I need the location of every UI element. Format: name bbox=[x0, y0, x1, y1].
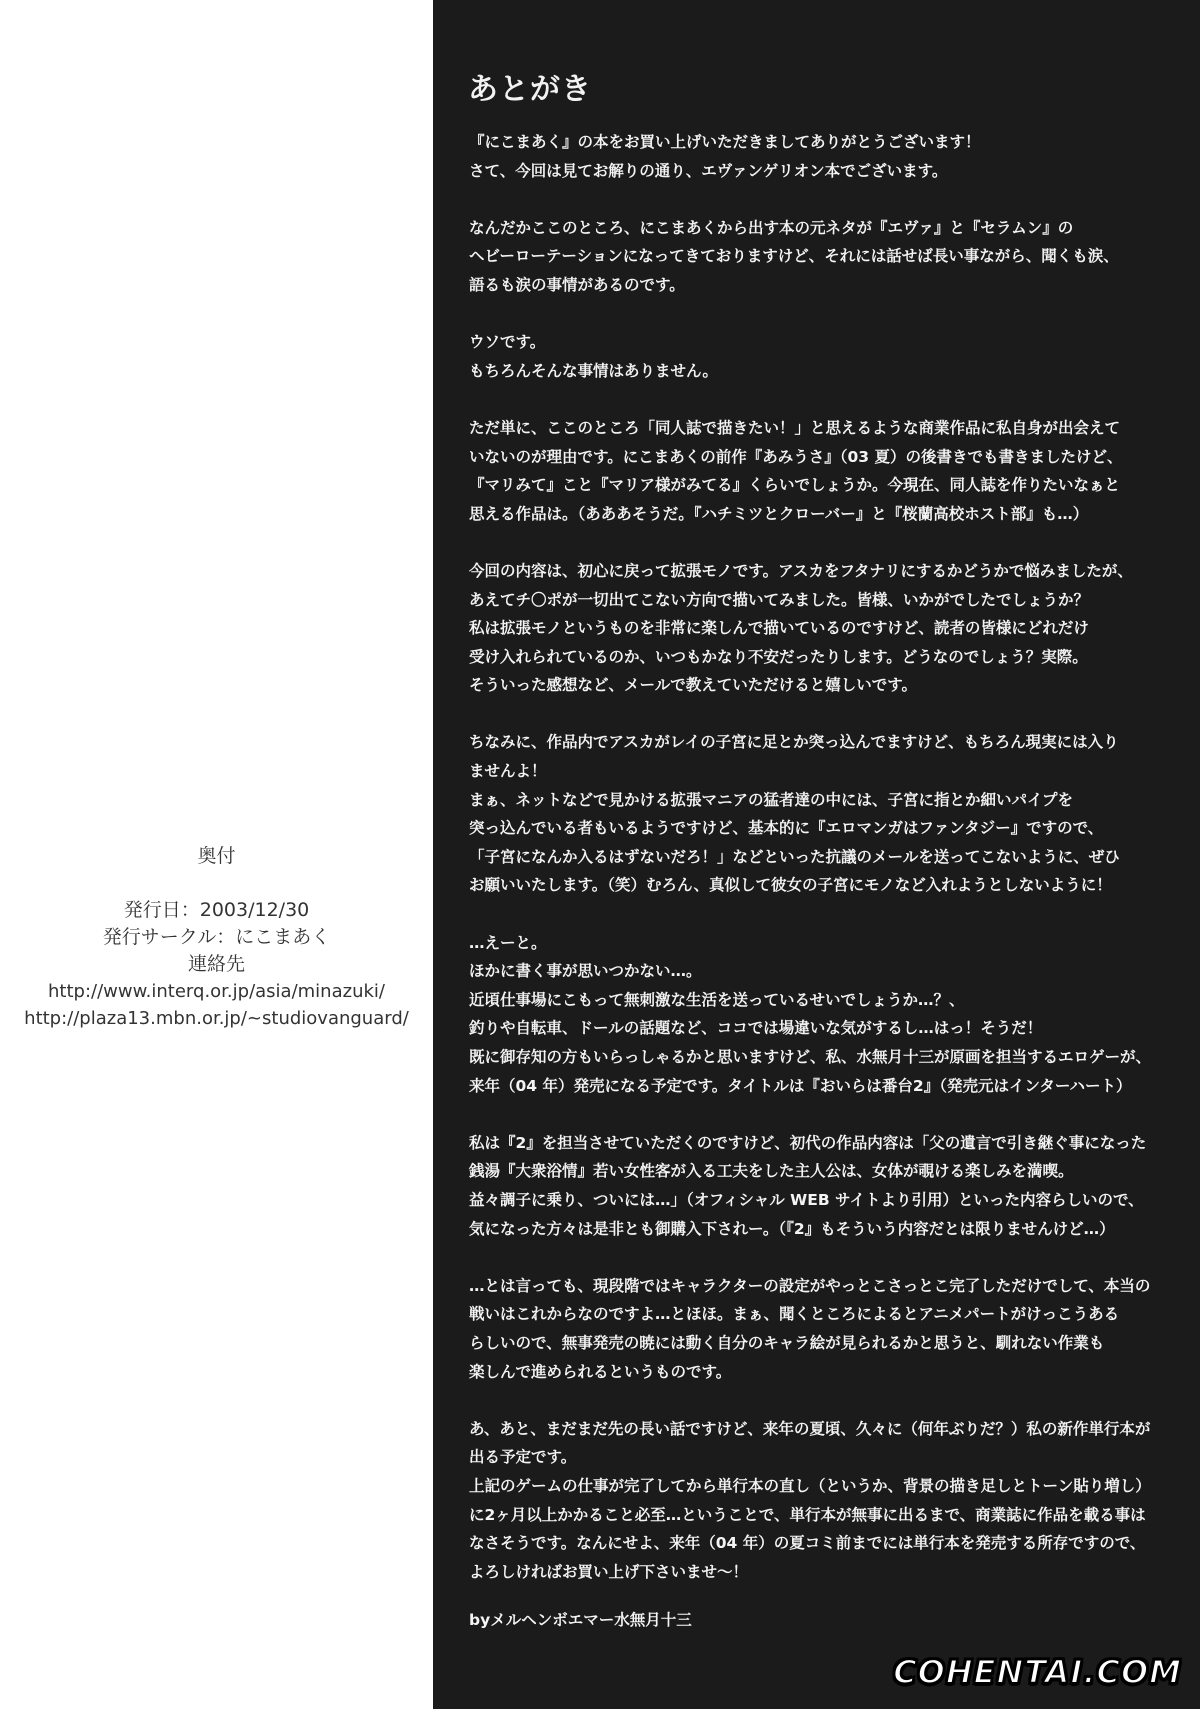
text-line: 益々調子に乗り、ついには…」（オフィシャル WEB サイトより引用）といった内容らしいので、 bbox=[469, 1190, 1144, 1209]
text-line: ほかに書く事が思いつかない…。 bbox=[469, 962, 702, 981]
text-line: もちろんそんな事情はありません。 bbox=[469, 361, 718, 380]
issue-date: 発行日：2003/12/30 bbox=[123, 899, 310, 921]
text-line: ただ単に、ここのところ「同人誌で描きたい！」と思えるような商業作品に私自身が出会えて bbox=[469, 418, 1121, 437]
contact-url[interactable]: http://www.interq.or.jp/asia/minazuki/ bbox=[48, 981, 385, 1002]
text-line: 思える作品は。（あああそうだ。『ハチミツとクローバー』と『桜蘭高校ホスト部』も…） bbox=[469, 504, 1089, 523]
colophon-heading: 奥付 bbox=[197, 845, 236, 867]
watermark-logo: COHENTAI.COM bbox=[893, 1653, 1182, 1691]
afterword-paragraph bbox=[469, 557, 1199, 700]
text-line: 私は拡張モノというものを非常に楽しんで描いているのですけど、読者の皆様にどれだけ bbox=[469, 619, 1089, 638]
text-line: 気になった方々は是非とも御購入下されー。（『2』もそういう内容だとは限りませんけど…） bbox=[469, 1219, 1115, 1238]
text-line: さて、今回は見てお解りの通り、エヴァンゲリオン本でございます。 bbox=[469, 161, 948, 180]
author-signature: byメルヘンボエマー水無月十三 bbox=[469, 1611, 692, 1629]
text-line: お願いいたします。（笑）むろん、真似して彼女の子宮にモノなど入れようとしないように！ bbox=[469, 876, 1112, 895]
text-line: …えーと。 bbox=[469, 933, 547, 952]
afterword-paragraph bbox=[469, 728, 1199, 900]
text-line: 釣りや自転車、ドールの話題など、ココでは場違いな気がするし…はっ！そうだ！ bbox=[469, 1019, 1043, 1038]
text-line: 『にこまあく』の本をお買い上げいただきましてありがとうございます！ bbox=[469, 133, 981, 151]
afterword-paragraph bbox=[469, 1272, 1199, 1386]
afterword-paragraph bbox=[469, 328, 1199, 385]
text-line: 出る予定です。 bbox=[469, 1448, 577, 1467]
text-line: らしいので、無事発売の暁には動く自分のキャラ絵が見られるかと思うと、馴れない作業も bbox=[469, 1333, 1105, 1352]
text-line: なさそうです。なんにせよ、来年（04 年）の夏コミ前までには単行本を発売する所存ですので、 bbox=[469, 1534, 1146, 1553]
afterword-paragraph bbox=[469, 1415, 1199, 1587]
text-line: 語るも涙の事情があるのです。 bbox=[469, 275, 685, 294]
text-line: に2ヶ月以上かかること必至…ということで、単行本が無事に出るまで、商業誌に作品を載る事は bbox=[469, 1505, 1146, 1524]
text-line: 上記のゲームの仕事が完了してから単行本の直し（というか、背景の描き足しとトーン貼り増し） bbox=[469, 1476, 1151, 1495]
text-line: そういった感想など、メールで教えていただけると嬉しいです。 bbox=[469, 676, 917, 695]
text-line: ちなみに、作品内でアスカがレイの子宮に足とか突っ込んでますけど、もちろん現実には入り bbox=[469, 733, 1119, 752]
text-line: あえてチ〇ポが一切出てこない方向で描いてみました。皆様、いかがでしたでしょうか？ bbox=[469, 590, 1090, 609]
text-line: あ、あと、まだまだ先の長い話ですけど、来年の夏頃、久々に（何年ぶりだ？）私の新作単行本が bbox=[469, 1419, 1151, 1438]
colophon-panel bbox=[0, 0, 433, 1709]
text-line: 受け入れられているのか、いつもかなり不安だったりします。どうなのでしょう？実際。 bbox=[469, 647, 1088, 666]
afterword-panel bbox=[433, 0, 1200, 1709]
text-line: 銭湯『大衆浴情』若い女性客が入る工夫をした主人公は、女体が覗ける楽しみを満喫。 bbox=[469, 1162, 1074, 1181]
text-line: ヘビーローテーションになってきておりますけど、それには話せば長い事ながら、聞くも涙、 bbox=[469, 247, 1119, 266]
text-line: 『マリみて』こと『マリア様がみてる』くらいでしょうか。今現在、同人誌を作りたいなぁと bbox=[469, 476, 1121, 495]
afterword-paragraph bbox=[469, 414, 1199, 528]
text-line: 既に御存知の方もいらっしゃるかと思いますけど、私、水無月十三が原画を担当するエロゲーが、 bbox=[469, 1048, 1152, 1066]
text-line: まぁ、ネットなどで見かける拡張マニアの猛者達の中には、子宮に指とか細いパイプを bbox=[469, 790, 1074, 809]
afterword-paragraph bbox=[469, 1129, 1199, 1243]
text-line: ウソです。 bbox=[469, 333, 546, 352]
text-line: 私は『2』を担当させていただくのですけど、初代の作品内容は「父の遺言で引き継ぐ事になった bbox=[469, 1133, 1147, 1152]
colophon bbox=[0, 843, 433, 1032]
contact-label: 連絡先 bbox=[187, 953, 245, 975]
circle-name: 発行サークル：にこまあく bbox=[102, 926, 331, 948]
afterword-paragraph bbox=[469, 929, 1199, 1101]
text-line: なんだかここのところ、にこまあくから出す本の元ネタが『エヴァ』と『セラムン』の bbox=[469, 218, 1074, 237]
text-line: 今回の内容は、初心に戻って拡張モノです。アスカをフタナリにするかどうかで悩みましたが、 bbox=[469, 561, 1133, 580]
text-line: 戦いはこれからなのですよ…とほほ。まぁ、聞くところによるとアニメパートがけっこうある bbox=[469, 1305, 1120, 1324]
text-line: ませんよ！ bbox=[469, 762, 547, 781]
afterword-paragraph bbox=[469, 214, 1199, 300]
text-line: いないのが理由です。にこまあくの前作『あみうさ』（03 夏）の後書きでも書きましたけど、 bbox=[469, 447, 1123, 466]
afterword-body bbox=[469, 128, 1199, 1615]
text-line: …とは言っても、現段階ではキャラクターの設定がやっとこさっとこ完了しただけでして、本当の bbox=[469, 1276, 1151, 1295]
text-line: 近頃仕事場にこもって無刺激な生活を送っているせいでしょうか…？、 bbox=[469, 990, 965, 1009]
contact-url[interactable]: http://plaza13.mbn.or.jp/~studiovanguard/ bbox=[24, 1008, 409, 1029]
text-line: 「子宮になんか入るはずないだろ！」などといった抗議のメールを送ってこないように、ぜひ bbox=[469, 847, 1120, 866]
afterword-paragraph bbox=[469, 128, 1199, 185]
text-line: 突っ込んでいる者もいるようですけど、基本的に『エロマンガはファンタジー』ですので、 bbox=[469, 819, 1104, 838]
text-line: 楽しんで進められるというものです。 bbox=[469, 1362, 732, 1381]
text-line: 来年（04 年）発売になる予定です。タイトルは『おいらは番台2』（発売元はインターハート） bbox=[469, 1076, 1132, 1095]
text-line: よろしければお買い上げ下さいませ～！ bbox=[469, 1562, 749, 1581]
afterword-title: あとがき bbox=[468, 72, 592, 107]
